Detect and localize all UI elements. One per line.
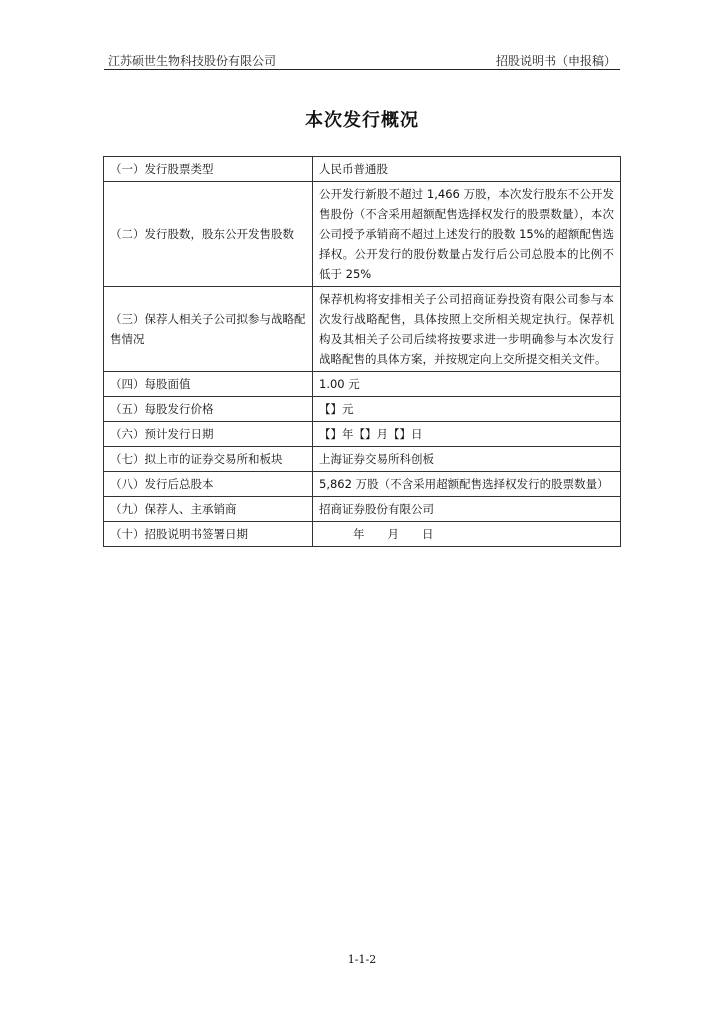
page-number: 1-1-2 [347, 953, 377, 966]
page-title: 本次发行概况 [305, 110, 419, 131]
table-row [104, 422, 621, 447]
table-row [104, 472, 621, 497]
table-row [104, 157, 621, 182]
row-value: 招商证券股份有限公司 [313, 497, 621, 522]
row-label: （十）招股说明书签署日期 [104, 522, 313, 547]
row-label: （四）每股面值 [104, 372, 313, 397]
row-label: （一）发行股票类型 [104, 157, 313, 182]
row-label: （九）保荐人、主承销商 [104, 497, 313, 522]
row-label: （五）每股发行价格 [104, 397, 313, 422]
row-label: （六）预计发行日期 [104, 422, 313, 447]
row-value: 5,862 万股（不含采用超额配售选择权发行的股票数量） [313, 472, 621, 497]
row-label: （二）发行股数，股东公开发售股数 [104, 182, 313, 287]
table-row [104, 497, 621, 522]
row-value: 上海证券交易所科创板 [313, 447, 621, 472]
row-label: （七）拟上市的证券交易所和板块 [104, 447, 313, 472]
table-row [104, 447, 621, 472]
table-row [104, 287, 621, 372]
table-row [104, 372, 621, 397]
row-value: 1.00 元 [313, 372, 621, 397]
table-row [104, 182, 621, 287]
header-doc-type: 招股说明书（申报稿） [495, 54, 616, 68]
row-value: 年 月 日 [313, 522, 621, 547]
header-divider [104, 69, 620, 70]
header-company: 江苏硕世生物科技股份有限公司 [108, 54, 277, 68]
row-value: 保荐机构将安排相关子公司招商证券投资有限公司参与本次发行战略配售，具体按照上交所相关规定执行。保荐机构及其相关子公司后续将按要求进一步明确参与本次发行战略配售的具体方案，并按规定向上交所提交相关文件。 [313, 287, 621, 372]
row-value: 【】元 [313, 397, 621, 422]
row-label: （八）发行后总股本 [104, 472, 313, 497]
row-label: （三）保荐人相关子公司拟参与战略配售情况 [104, 287, 313, 372]
table-row [104, 397, 621, 422]
row-value: 公开发行新股不超过 1,466 万股，本次发行股东不公开发售股份（不含采用超额配售选择权发行的股票数量），本次公司授予承销商不超过上述发行的股数 15%的超额配售选择权。公开发行的股份数量占发行后公司总股本的比例不低于 25% [313, 182, 621, 287]
row-value: 【】年【】月【】日 [313, 422, 621, 447]
offering-summary-table [103, 156, 621, 547]
table-row [104, 522, 621, 547]
row-value: 人民币普通股 [313, 157, 621, 182]
